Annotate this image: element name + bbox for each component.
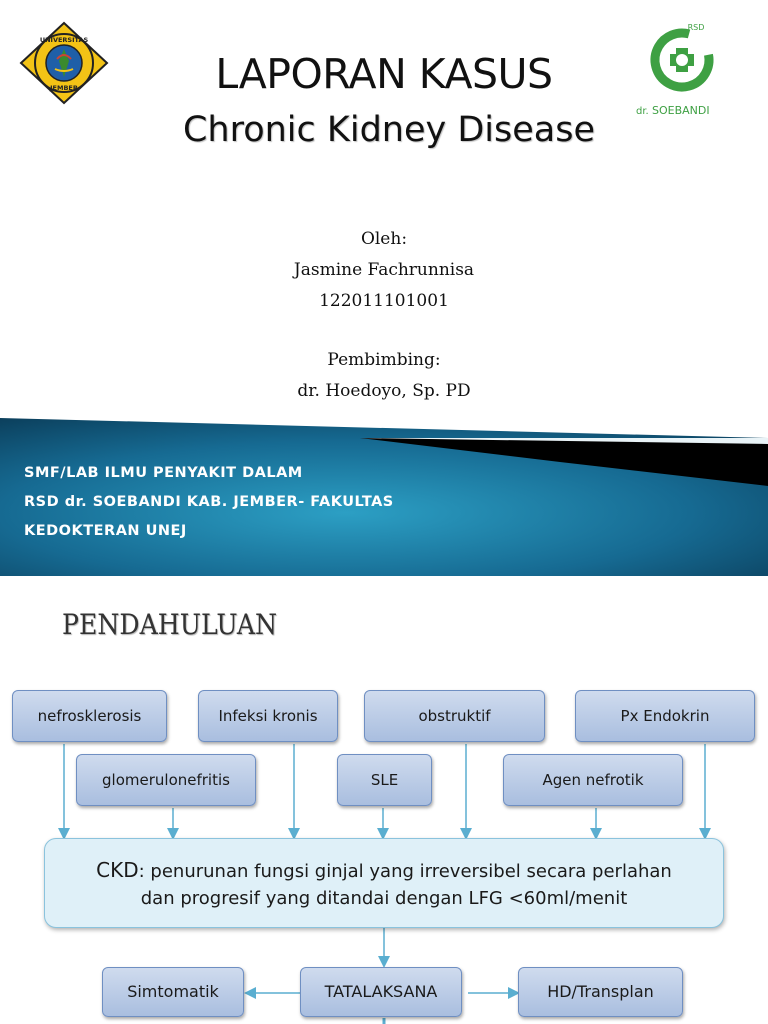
cause-box-glomerulonefritis: glomerulonefritis [76, 754, 256, 806]
svg-text:SOEBANDI: SOEBANDI [652, 104, 710, 117]
author-block [0, 224, 768, 407]
ckd-label: CKD [96, 858, 139, 882]
institution-line-2: RSD dr. SOEBANDI KAB. JEMBER- FAKULTAS KEDOKTERAN UNEJ [24, 494, 394, 539]
cause-box-agen-nefrotik: Agen nefrotik [503, 754, 683, 806]
slide-subtitle: Chronic Kidney Disease [182, 110, 596, 150]
cause-box-nefrosklerosis: nefrosklerosis [12, 690, 167, 742]
cause-box-px-endokrin: Px Endokrin [575, 690, 755, 742]
slide-title: LAPORAN KASUS [215, 50, 553, 98]
svg-text:UNIVERSITAS: UNIVERSITAS [39, 36, 89, 44]
slide2-title: PENDAHULUAN [62, 608, 278, 641]
box-hd-transplan: HD/Transplan [518, 967, 683, 1017]
ckd-definition-box [44, 838, 724, 928]
author-id: 122011101001 [319, 291, 449, 311]
ckd-text-line-1: : penurunan fungsi ginjal yang irreversibel secara perlahan [138, 861, 672, 882]
pendahuluan-slide [0, 576, 768, 1024]
svg-text:JEMBER: JEMBER [50, 84, 78, 92]
pembimbing-name: dr. Hoedoyo, Sp. PD [297, 381, 471, 401]
cause-box-obstruktif: obstruktif [364, 690, 545, 742]
ckd-text-line-2: dan progresif yang ditandai dengan LFG <60ml/menit [140, 888, 628, 909]
box-simtomatik: Simtomatik [102, 967, 244, 1017]
oleh-label: Oleh: [360, 229, 408, 249]
author-name: Jasmine Fachrunnisa [293, 260, 475, 280]
institution-line-1: SMF/LAB ILMU PENYAKIT DALAM [24, 465, 303, 481]
cause-box-infeksi-kronis: Infeksi kronis [198, 690, 338, 742]
svg-text:RSD: RSD [687, 23, 705, 32]
pembimbing-label: Pembimbing: [327, 350, 441, 370]
institution-text [24, 459, 454, 546]
box-tatalaksana: TATALAKSANA [300, 967, 462, 1017]
cause-box-sle: SLE [337, 754, 432, 806]
svg-text:dr.: dr. [636, 106, 649, 117]
